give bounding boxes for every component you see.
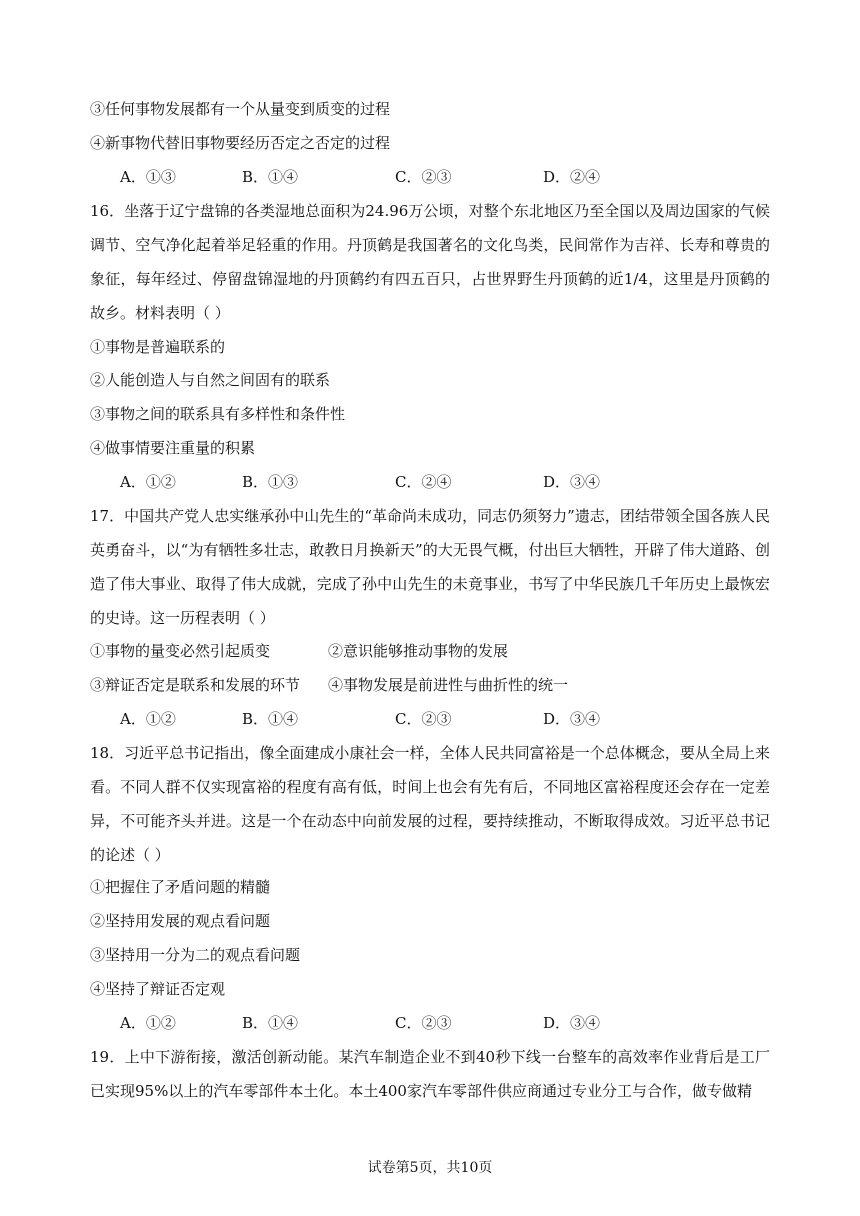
q17-option-b[interactable]: B．①④ [242,710,299,728]
q18-stem: 18．习近平总书记指出，像全面建成小康社会一样，全体人民共同富裕是一个总体概念，要从全局上来看。不同人群不仅实现富裕的程度有高有低，时间上也会有先有后，不同地区富裕程度还会存在一定差异，不可能齐头并进。这是一个在动态中向前发展的过程，要持续推动，不断取得成效。习近平总书记的论述（ ） [90,744,770,864]
q16-option-a[interactable]: A．①② [120,473,176,491]
q18-statement-3: ③坚持用一分为二的观点看问题 [90,946,301,964]
q18-statement-1: ①把握住了矛盾问题的精髓 [90,878,271,896]
q17-stem: 17．中国共产党人忠实继承孙中山先生的“革命尚未成功，同志仍须努力”遗志，团结带领全国各族人民英勇奋斗，以“为有牺牲多壮志，敢教日月换新天”的大无畏气概，付出巨大牺牲，开辟了伟大道路、创造了伟大事业、取得了伟大成就，完成了孙中山先生的未竟事业，书写了中华民族几千年历史上最恢宏的史诗。这一历程表明（ ） [90,507,770,627]
q16-stem: 16．坐落于辽宁盘锦的各类湿地总面积为24.96万公顷，对整个东北地区乃至全国以及周边国家的气候调节、空气净化起着举足轻重的作用。丹顶鹤是我国著名的文化鸟类，民间常作为吉祥、长寿和尊贵的象征，每年经过、停留盘锦湿地的丹顶鹤约有四五百只，占世界野生丹顶鹤的近1/4，这里是丹顶鹤的故乡。材料表明（ ） [90,202,770,322]
q17-statement-2: ②意识能够推动事物的发展 [328,642,509,660]
q18-option-b[interactable]: B．①④ [242,1014,299,1032]
q16-option-d[interactable]: D．③④ [543,473,601,491]
q17-statement-3: ③辩证否定是联系和发展的环节 [90,676,301,694]
q17-statement-4: ④事物发展是前进性与曲折性的统一 [328,676,569,694]
q16-statement-3: ③事物之间的联系具有多样性和条件性 [90,405,346,423]
q16-option-b[interactable]: B．①③ [242,473,299,491]
q15-option-d[interactable]: D．②④ [543,168,601,186]
q18-option-a[interactable]: A．①② [120,1014,176,1032]
q17-statements-row-1 [90,641,740,661]
q16-statement-2: ②人能创造人与自然之间固有的联系 [90,371,331,389]
q17-statements-row-2 [90,675,740,695]
page-footer: 试卷第5页，共10页 [367,1160,493,1176]
q16-option-c[interactable]: C．②④ [395,473,452,491]
q18-option-c[interactable]: C．②③ [395,1014,452,1032]
q18-options [120,1013,770,1033]
q15-statement-3: ③任何事物发展都有一个从量变到质变的过程 [90,100,391,118]
q17-option-c[interactable]: C．②③ [395,710,452,728]
q19-stem: 19．上中下游衔接，激活创新动能。某汽车制造企业不到40秒下线一台整车的高效率作业背后是工厂已实现95%以上的汽车零部件本土化。本土400家汽车零部件供应商通过专业分工与合作，做专做精 [90,1048,770,1100]
q17-option-a[interactable]: A．①② [120,710,176,728]
q16-options [120,472,770,492]
q15-statement-4: ④新事物代替旧事物要经历否定之否定的过程 [90,134,391,152]
q15-option-c[interactable]: C．②③ [395,168,452,186]
q15-options [120,167,770,187]
q18-option-d[interactable]: D．③④ [543,1014,601,1032]
q17-statement-1: ①事物的量变必然引起质变 [90,642,271,660]
q17-option-d[interactable]: D．③④ [543,710,601,728]
q16-statement-4: ④做事情要注重量的积累 [90,439,256,457]
q18-statement-2: ②坚持用发展的观点看问题 [90,912,271,930]
q16-statement-1: ①事物是普遍联系的 [90,338,226,356]
q18-statement-4: ④坚持了辩证否定观 [90,980,226,998]
q17-options [120,709,770,729]
q15-option-b[interactable]: B．①④ [242,168,299,186]
q15-option-a[interactable]: A．①③ [120,168,176,186]
